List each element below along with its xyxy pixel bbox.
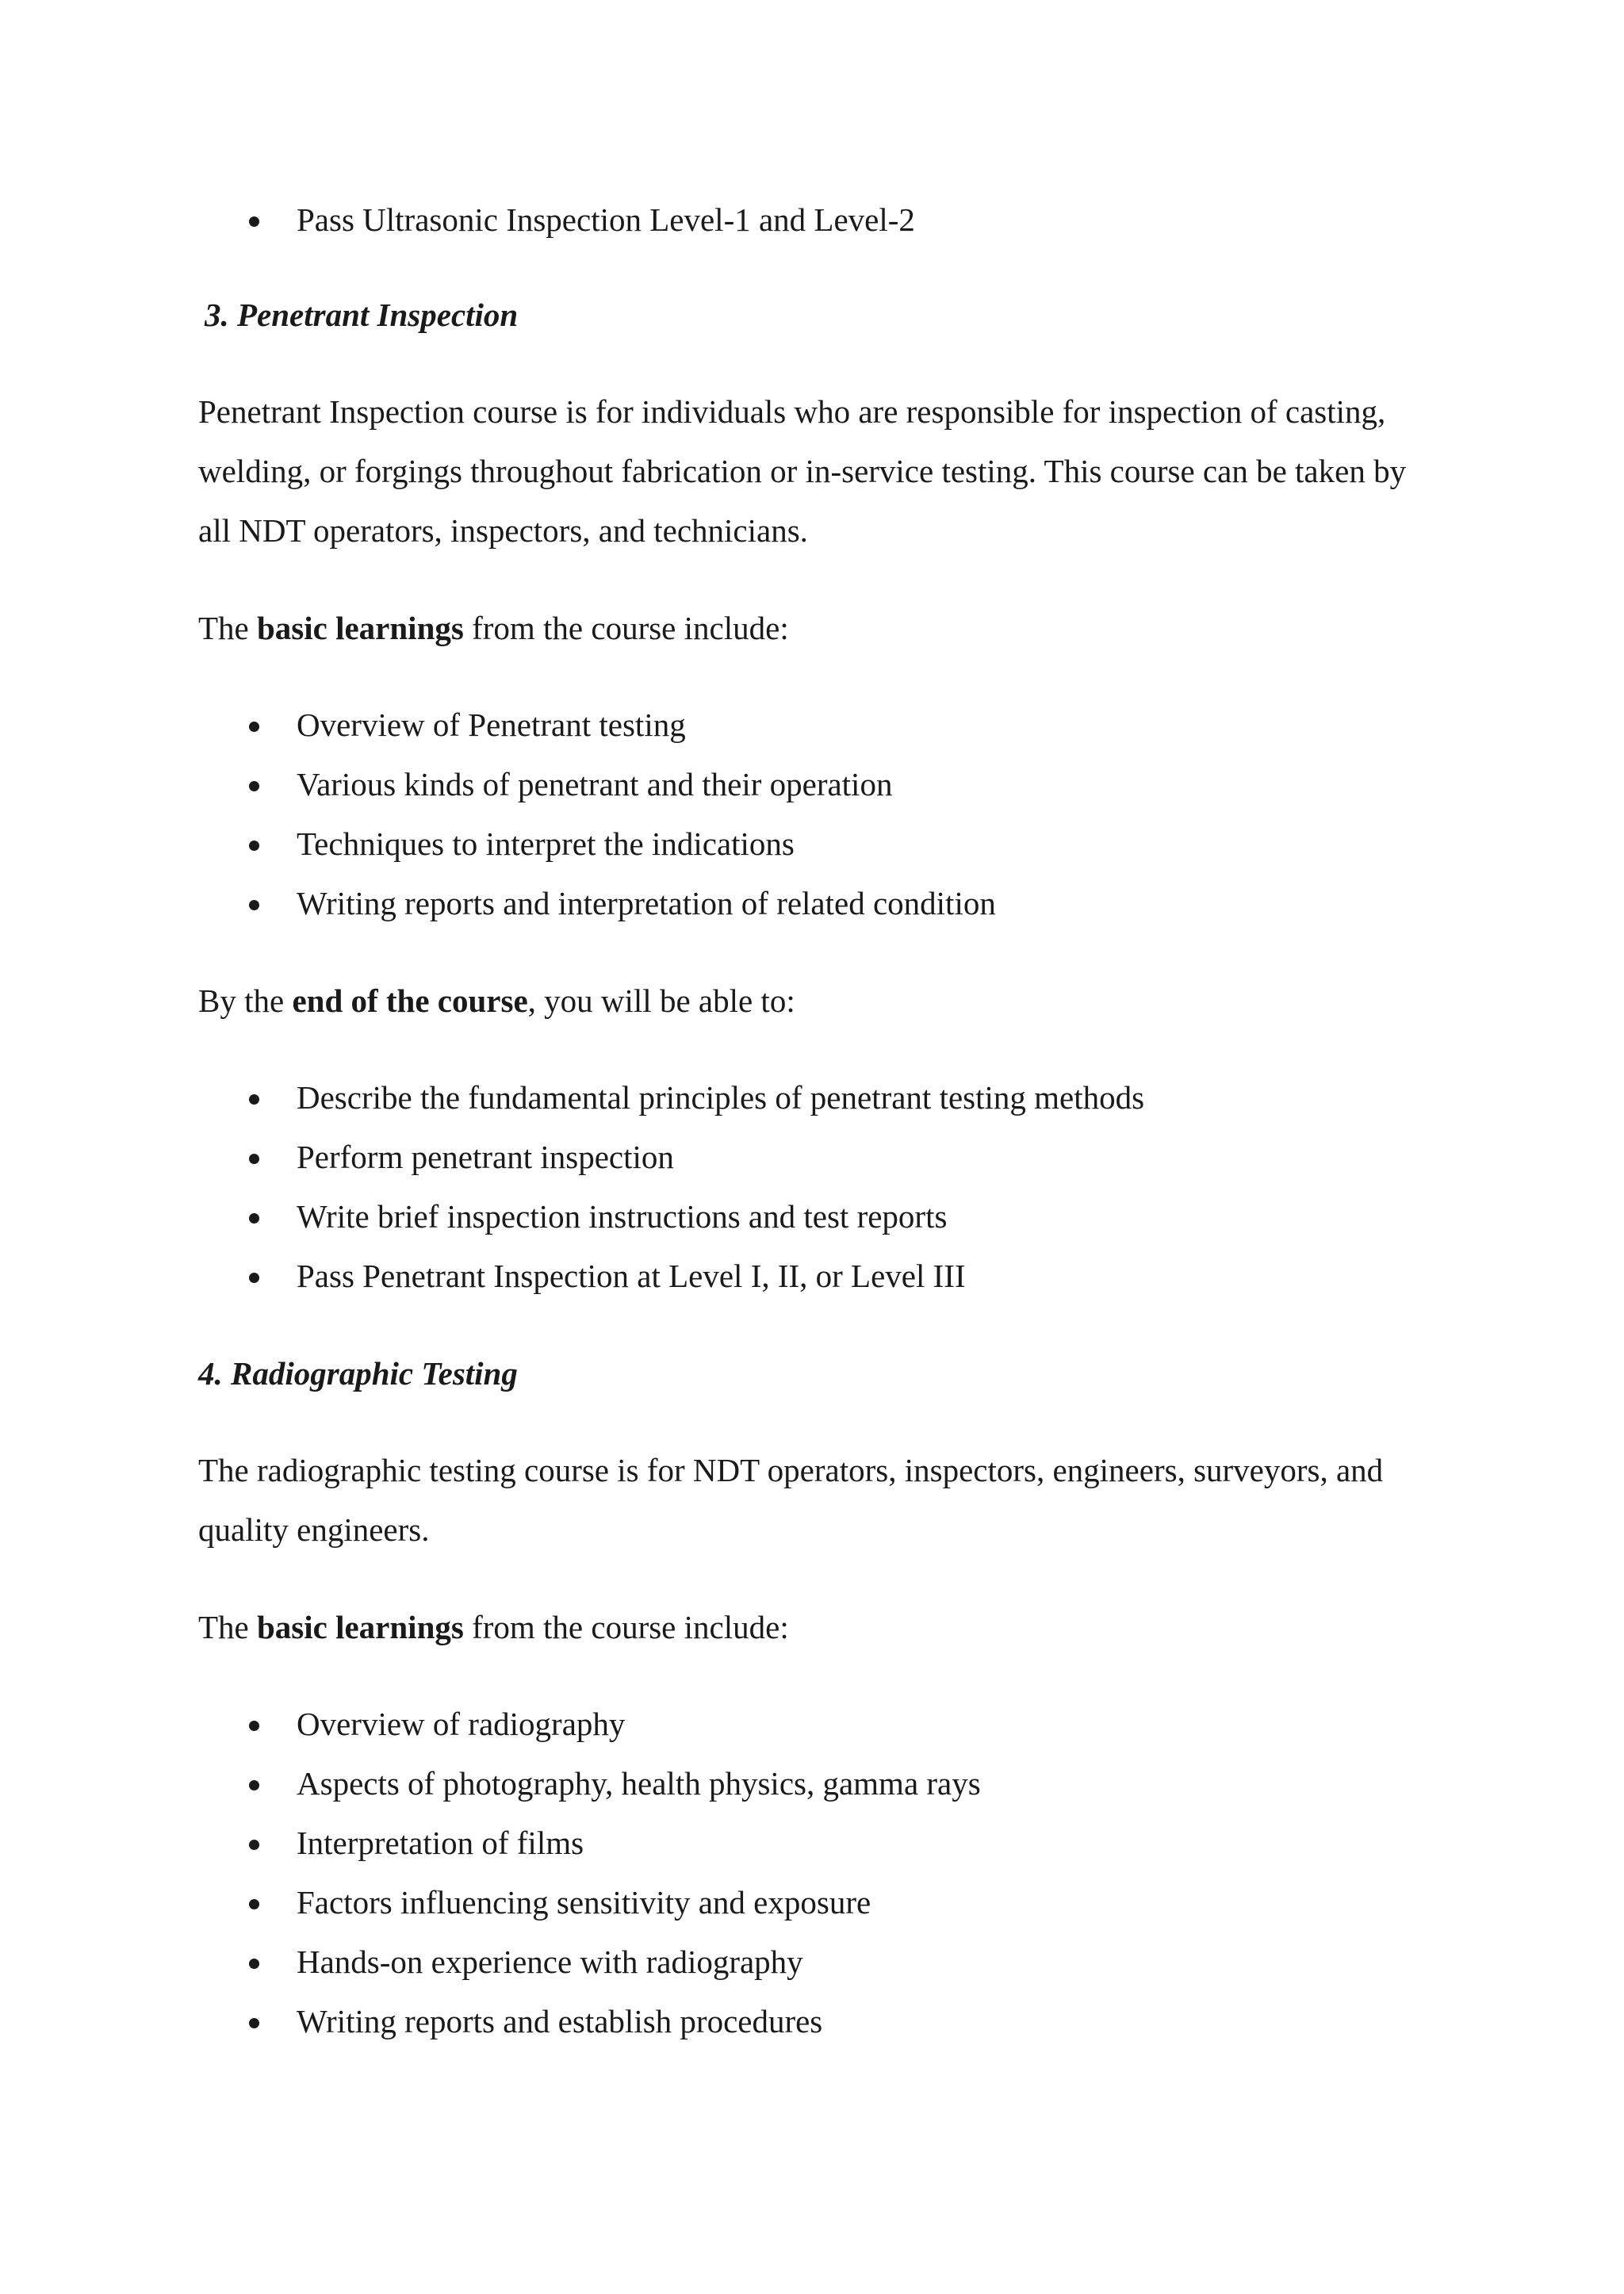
- section-heading-penetrant: 3. Penetrant Inspection: [205, 297, 519, 333]
- list-item: Factors influencing sensitivity and exposure: [198, 1873, 1435, 1932]
- list-item: Describe the fundamental principles of penetrant testing methods: [198, 1068, 1435, 1128]
- penetrant-basic-learnings-list: [198, 695, 1435, 933]
- bullet-icon: [249, 1959, 259, 1969]
- bullet-icon: [249, 1094, 259, 1105]
- bullet-icon: [249, 900, 259, 910]
- bullet-icon: [249, 1899, 259, 1909]
- bullet-icon: [249, 722, 259, 732]
- bullet-icon: [249, 1780, 259, 1790]
- list-item: Techniques to interpret the indications: [198, 814, 1435, 874]
- emphasis-text: basic learnings: [257, 1609, 464, 1645]
- list-item: Various kinds of penetrant and their operation: [198, 755, 1435, 814]
- bullet-icon: [249, 1213, 259, 1224]
- radiographic-basic-learnings-lead: The basic learnings from the course include:: [198, 1609, 789, 1645]
- radiographic-intro-paragraph: The radiographic testing course is for NDT operators, inspectors, engineers, surveyors, and quality engineers.: [198, 1452, 1384, 1548]
- radiographic-basic-learnings-list: [198, 1695, 1435, 2051]
- list-item: Pass Penetrant Inspection at Level I, II, or Level III: [198, 1247, 1435, 1306]
- bullet-icon: [249, 1721, 259, 1731]
- penetrant-intro-paragraph: Penetrant Inspection course is for individuals who are responsible for inspection of casting, welding, or forgings throughout fabrication or in-service testing. This course can be taken by all NDT operators, inspectors, and technicians.: [198, 393, 1407, 549]
- list-item: Overview of Penetrant testing: [198, 695, 1435, 755]
- list-item: Write brief inspection instructions and test reports: [198, 1187, 1435, 1247]
- bullet-icon: [249, 781, 259, 791]
- emphasis-text: end of the course: [292, 982, 528, 1019]
- list-item: Interpretation of films: [198, 1813, 1435, 1873]
- bullet-icon: [249, 1273, 259, 1283]
- bullet-icon: [249, 1154, 259, 1164]
- bullet-icon: [249, 216, 259, 227]
- list-item: Hands-on experience with radiography: [198, 1932, 1435, 1992]
- penetrant-basic-learnings-lead: The basic learnings from the course include:: [198, 610, 789, 646]
- list-item: Perform penetrant inspection: [198, 1128, 1435, 1187]
- bullet-icon: [249, 1840, 259, 1850]
- penetrant-outcomes-list: [198, 1068, 1435, 1306]
- list-item: Pass Ultrasonic Inspection Level-1 and Level-2: [198, 190, 1435, 250]
- bullet-icon: [249, 841, 259, 851]
- section-heading-radiographic: 4. Radiographic Testing: [198, 1355, 518, 1392]
- bullet-icon: [249, 2018, 259, 2028]
- ultrasonic-outcomes-list: [198, 190, 1435, 250]
- list-item: Aspects of photography, health physics, gamma rays: [198, 1754, 1435, 1813]
- list-item: Writing reports and interpretation of related condition: [198, 874, 1435, 933]
- list-item: Overview of radiography: [198, 1695, 1435, 1754]
- penetrant-end-of-course-lead: By the end of the course, you will be able to:: [198, 982, 795, 1019]
- list-item: Writing reports and establish procedures: [198, 1992, 1435, 2051]
- emphasis-text: basic learnings: [257, 610, 464, 646]
